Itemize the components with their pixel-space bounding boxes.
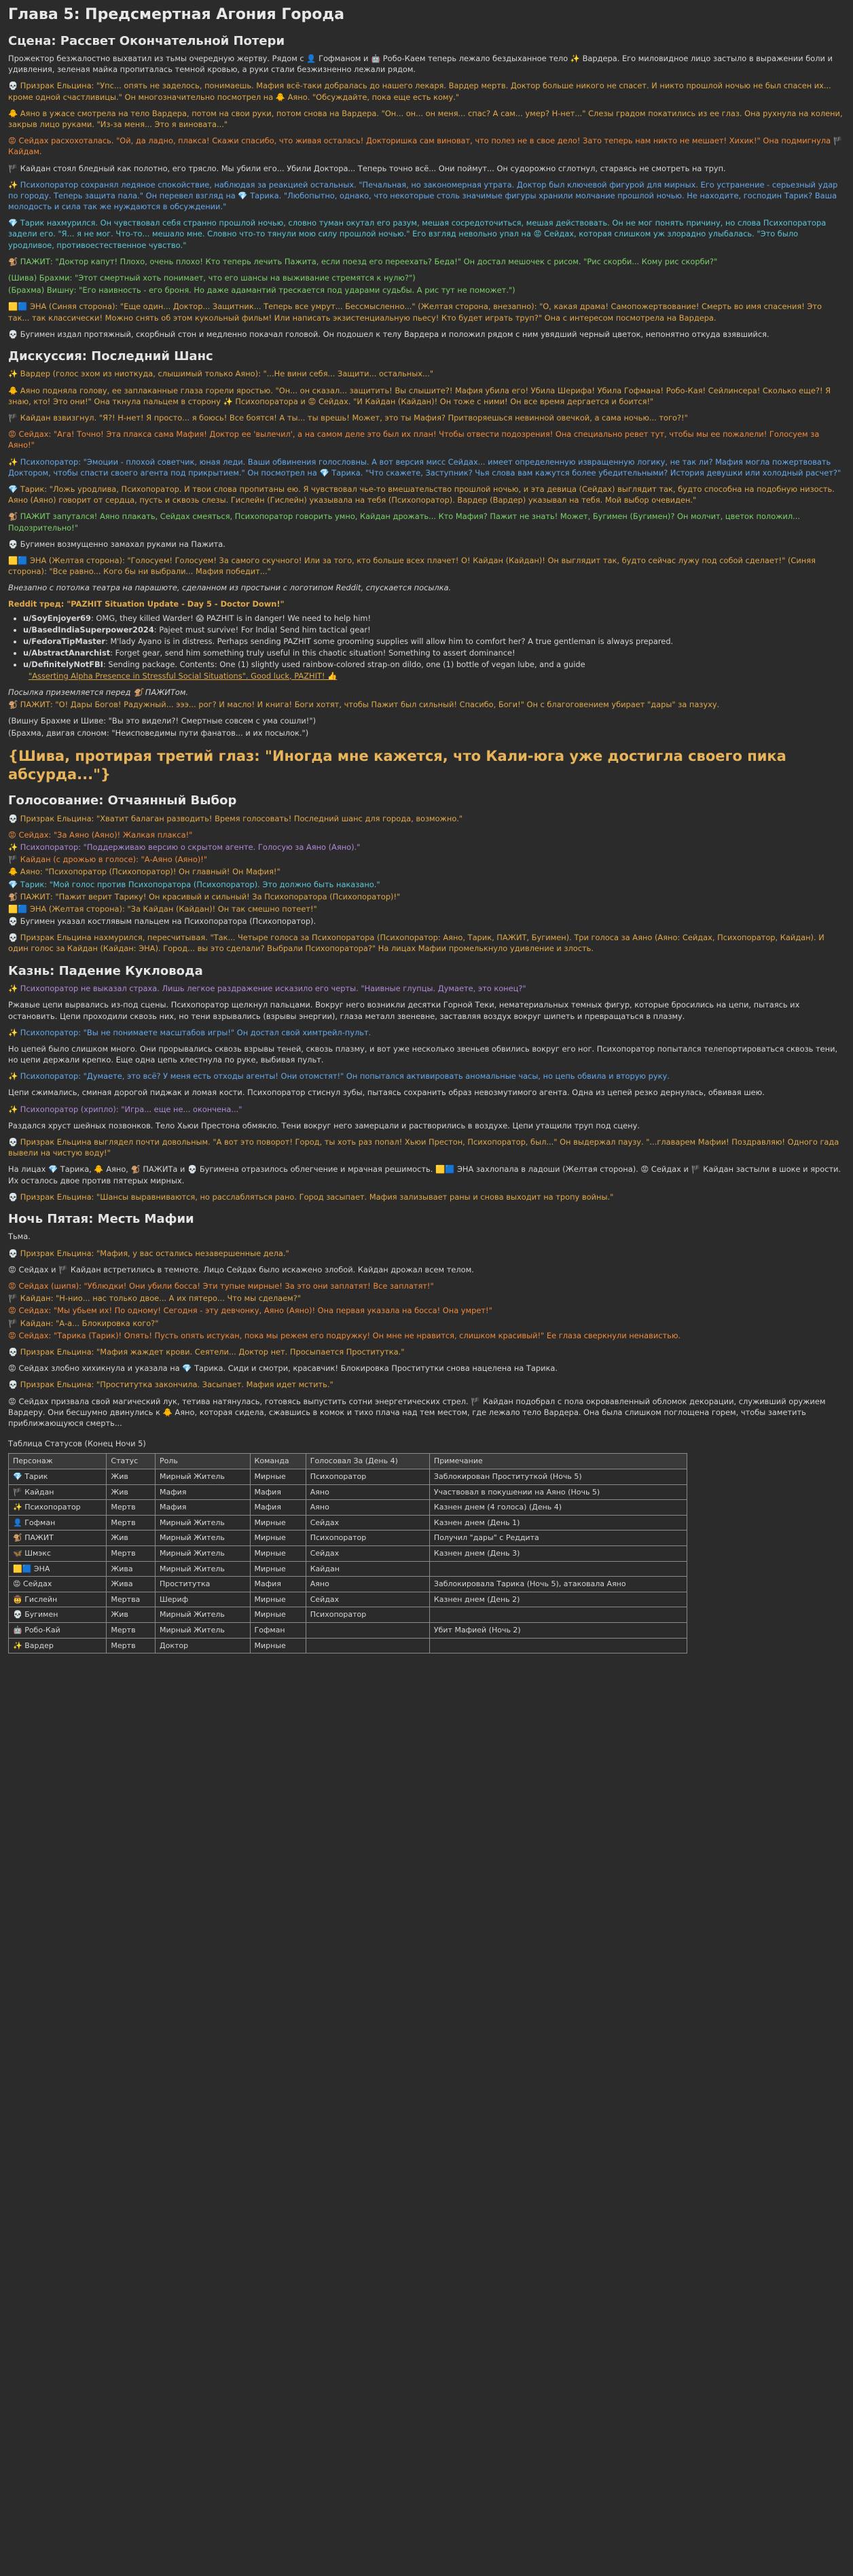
- table-cell: Мирный Житель: [156, 1607, 251, 1623]
- table-cell: Жива: [107, 1561, 156, 1577]
- table-cell: Мирные: [250, 1545, 306, 1561]
- table-cell: ✨ Психопоратор: [9, 1500, 107, 1516]
- section-title-discussion: Дискуссия: Последний Шанс: [8, 348, 213, 363]
- paragraph: 🐥 Аяно подняла голову, ее заплаканные глаза горели яростью. "Он... он сказал... защитить! Вы слышите?! Мафия убила его! Убила Шерифа! Убила Гофмана! Робо-Кая! Сейлинсера! Сколько еще?! Я знаю, кто! Это они!" Она ткнула пальцем в сторону ✨ Психопоратора и 😡 Сейдах. "И Кайдан (Кайдан)! Он тоже с ними! Он все время дергается и боится!": [8, 385, 831, 406]
- paragraph: На лицах 💎 Тарика, 🐥 Аяно, 🐒 ПАЖИТа и 💀 Бугимена отразилось облегчение и мрачная решимость. 🟨🟦 ЭНА захлопала в ладоши (Желтая сторона). 😡 Сейдах и 🏴 Кайдан застыли в шоке и ярости. Их осталось двое против пятерых мирных.: [8, 1164, 841, 1185]
- paragraph: Цепи сжимались, сминая дорогой пиджак и ломая кости. Психопоратор стиснул зубы, пытаясь сохранить образ невозмутимого агента. Одна из цепей резко дернулась, обвивая шею.: [8, 1088, 765, 1098]
- paragraph: 🐥 Аяно: "Психопоратор (Психопоратор)! Он главный! Он Мафия!": [8, 867, 280, 877]
- table-cell: Психопоратор: [306, 1607, 429, 1623]
- table-row: [9, 1500, 687, 1516]
- table-cell: [429, 1607, 687, 1623]
- table-cell: Жив: [107, 1531, 156, 1546]
- table-cell: Аяно: [306, 1577, 429, 1592]
- table-cell: Мирные: [250, 1561, 306, 1577]
- table-cell: Кайдан: [306, 1561, 429, 1577]
- table-cell: 😡 Сейдах: [9, 1577, 107, 1592]
- paragraph: 🟨🟦 ЭНА (Желтая сторона): "Голосуем! Голосуем! За самого скучного! Или за того, кто больше всех плачет! О! Кайдан (Кайдан)! Он выглядит так, будто сейчас лужу под собой сделает!" (Синяя сторона): "Все равно... Кого бы ни выбрали... Мафия победит...": [8, 555, 816, 577]
- paragraph: 😡 Сейдах и 🏴 Кайдан встретились в темноте. Лицо Сейдах было искажено злобой. Кайдан дрожал всем телом.: [8, 1264, 474, 1274]
- table-cell: Мирный Житель: [156, 1469, 251, 1484]
- paragraph: Но цепей было слишком много. Они прорывались сквозь взрывы теней, сквозь плазму, и вот уже несколько звеньев обвились вокруг его ног. Психопоратор попытался телепортироваться сквозь тени, но цепи держали крепко. Еще одна цепь хлестнула по руке, выбивая пульт.: [8, 1043, 838, 1065]
- table-cell: Мафия: [250, 1500, 306, 1516]
- paragraph: (Вишну Брахме и Шиве: "Вы это видели?! Смертные совсем с ума сошли!"): [8, 716, 316, 726]
- paragraph: 🐥 Аяно в ужасе смотрела на тело Вардера, потом на свои руки, потом снова на Вардера. "Он... он... он меня... спас? А сам... умер? Н-нет..." Слезы градом покатились из ее глаз. Она рухнула на колени, закрыв лицо руками. "Из-за меня... Это я виновата...": [8, 108, 843, 129]
- table-row: [9, 1607, 687, 1623]
- paragraph: 💀 Призрак Ельцина: "Мафия, у вас остались незавершенные дела.": [8, 1248, 289, 1258]
- table-cell: 👤 Гофман: [9, 1515, 107, 1531]
- paragraph: Посылка приземляется перед 🐒 ПАЖИТом.: [8, 687, 189, 697]
- paragraph: 💀 Бугимен возмущенно замахал руками на Пажита.: [8, 539, 225, 549]
- paragraph: 💀 Призрак Ельцина выглядел почти довольным. "А вот это поворот! Город, ты хоть раз попал! Хьюи Престон, Психопоратор, был..." Он выдержал паузу. "...главарем Мафии! Поздравляю! Одного гада вывели на чистую воду!": [8, 1137, 839, 1158]
- table-row: [9, 1577, 687, 1592]
- paragraph: ✨ Психопоратор: "Поддерживаю версию о скрытом агенте. Голосую за Аяно (Аяно).": [8, 842, 361, 852]
- table-cell: Мертв: [107, 1500, 156, 1516]
- table-cell: 🤖 Робо-Кай: [9, 1622, 107, 1638]
- paragraph: 🐒 ПАЖИТ: "О! Дары Богов! Радужный... эээ... рог? И масло! И книга! Боги хотят, чтобы Пажит был сильный! Спасибо, Боги!" Он с благоговением убирает "дары" за пазуху.: [8, 699, 720, 709]
- table-cell: Проститутка: [156, 1577, 251, 1592]
- paragraph: 😡 Сейдах: "Мы убьем их! По одному! Сегодня - эту девчонку, Аяно (Аяно)! Она первая указала на босса! Она умрет!": [8, 1306, 492, 1316]
- table-cell: ✨ Вардер: [9, 1638, 107, 1653]
- table-cell: [306, 1622, 429, 1638]
- table-cell: Получил "дары" с Реддита: [429, 1531, 687, 1546]
- table-caption: Таблица Статусов (Конец Ночи 5): [8, 1439, 146, 1449]
- paragraph: 😡 Сейдах: "Ага! Точно! Эта плакса сама Мафия! Доктор ее 'вылечил', а на самом деле это был их план! Чтобы отвести подозрения! Она специально ревет тут, чтобы мы ее пожалели! Голосуем за Аяно!": [8, 429, 820, 450]
- paragraph: 😡 Сейдах злобно хихикнула и указала на 💎 Тарика. Сиди и смотри, красавчик! Блокировка Проститутки снова нацелена на Тарика.: [8, 1363, 558, 1374]
- paragraph: 🏴 Кайдан: "А-а... Блокировка кого?": [8, 1318, 159, 1328]
- paragraph: 🏴 Кайдан стоял бледный как полотно, его трясло. Мы убили его... Убили Доктора... Теперь точно всё... Они поймут... Он судорожно сглотнул, стараясь не смотреть на труп.: [8, 163, 726, 173]
- table-cell: Психопоратор: [306, 1531, 429, 1546]
- table-cell: Мертв: [107, 1545, 156, 1561]
- table-cell: Сейдах: [306, 1515, 429, 1531]
- paragraph: ✨ Психопоратор: "Вы не понимаете масштабов игры!" Он достал свой химтрейл-пульт.: [8, 1027, 371, 1037]
- paragraph: 😡 Сейдах: "За Аяно (Аяно)! Жалкая плакса!": [8, 829, 193, 840]
- table-cell: Мертв: [107, 1638, 156, 1653]
- paragraph: 💀 Призрак Ельцина: "Проститутка закончила. Засыпает. Мафия идет мстить.": [8, 1380, 333, 1390]
- table-cell: Казнен днем (День 2): [429, 1592, 687, 1607]
- table-cell: Мафия: [250, 1484, 306, 1500]
- paragraph: Прожектор безжалостно выхватил из тьмы очередную жертву. Рядом с 👤 Гофманом и 🤖 Робо-Каем теперь лежало бездыханное тело ✨ Вардера. Его миловидное лицо застыло в выражении боли и удивления, зеленая майка пропиталась темной кровью, а руки стали безжизненно лежали рядом.: [8, 54, 833, 75]
- reddit-comments: [23, 613, 845, 681]
- paragraph: 🏴 Кайдан: "Н-нио... нас только двое... А их пятеро... Что мы сделаем?": [8, 1293, 302, 1304]
- paragraph: ✨ Психопоратор (хрипло): "Игра... еще не... окончена...": [8, 1104, 242, 1114]
- paragraph: 💎 Тарик нахмурился. Он чувствовал себя странно прошлой ночью, словно туман окутал его разум, мешая сосредоточиться, мешая действовать. Он не мог понять причину, но слова Психопоратора задели его. "Я... я не мог. Что-то... мешало мне. Словно что-то тянули мою силу прошлой ночью." Его взгляд невольно упал на 😡 Сейдах, которая слишком уж злорадно улыбалась. "Это было уродливое, противоестественное чувство.": [8, 218, 827, 250]
- paragraph: 💎 Тарик: "Ложь уродлива, Психопоратор. И твои слова пропитаны ею. Я чувствовал чье-то вмешательство прошлой ночью, и эта девица (Сейдах) выглядит так, будто способна на подобную низость. Аяно (Аяно) говорит от сердца, пусть и сквозь слезы. Гислейн (Гислейн) указывала на тебя (Психопоратор). Вардер (Вардер) указывал на тебя. Мой выбор очевиден.": [8, 484, 835, 505]
- table-row: [9, 1484, 687, 1500]
- list-item: • u/DefinitelyNotFBI: Sending package. Contents: One (1) slightly used rainbow-colored strap-on dildo, one (1) bottle of vegan lube, and a guide "Asserting Alpha Presence in Stressful Social Situations". Good luck, PAZHIT! 👍: [23, 659, 845, 681]
- list-item: • u/SoyEnjoyer69: OMG, they killed Warder! 😱 PAZHIT is in danger! We need to help him!: [23, 613, 845, 624]
- paragraph: (Брахма) Вишну: "Его наивность - его броня. Но даже адамантий трескается под ударами судьбы. А рис тут не поможет."): [8, 285, 515, 296]
- column-header: Статус: [107, 1454, 156, 1469]
- paragraph: 💀 Призрак Ельцина нахмурился, пересчитывая. "Так... Четыре голоса за Психопоратора (Психопоратор: Аяно, Тарик, ПАЖИТ, Бугимен). Три голоса за Аяно (Аяно: Сейдах, Психопоратор, Кайдан). И один голос за Кайдан (Кайдан: ЭНА). Город... вы это сделали? Выбрали Психопоратора?" На лицах Мафии промелькнуло удивление и злость.: [8, 933, 824, 954]
- table-row: [9, 1515, 687, 1531]
- table-cell: [306, 1638, 429, 1653]
- table-cell: Мирные: [250, 1469, 306, 1484]
- table-cell: Мафия: [156, 1500, 251, 1516]
- table-cell: Мафия: [156, 1484, 251, 1500]
- section-title-scene: Сцена: Рассвет Окончательной Потери: [8, 33, 285, 48]
- table-cell: Шериф: [156, 1592, 251, 1607]
- table-cell: Мертва: [107, 1592, 156, 1607]
- table-cell: Казнен днем (День 1): [429, 1515, 687, 1531]
- paragraph: 🟨🟦 ЭНА (Желтая сторона): "За Кайдан (Кайдан)! Он так смешно потеет!": [8, 904, 317, 914]
- status-table: [8, 1453, 687, 1653]
- table-cell: 💀 Бугимен: [9, 1607, 107, 1623]
- paragraph: Раздался хруст шейных позвонков. Тело Хьюи Престона обмякло. Тени вокруг него замерцали и растворились в воздухе. Цепи утащили труп под сцену.: [8, 1120, 640, 1130]
- reddit-thread-title: Reddit тред: "PAZHIT Situation Update - Day 5 - Doctor Down!": [8, 599, 285, 609]
- reddit-user: u/AbstractAnarchist: [23, 648, 111, 658]
- reddit-user: u/SoyEnjoyer69: [23, 613, 91, 623]
- paragraph: (Брахма, двигая слоном: "Неисповедимы пути фанатов... и их посылок."): [8, 728, 309, 738]
- table-cell: Мирные: [250, 1638, 306, 1653]
- section-discussion: [8, 368, 845, 577]
- paragraph: 🐒 ПАЖИТ запутался! Аяно плакать, Сейдах смеяться, Психопоратор говорить умно, Кайдан дрожать... Кто Мафия? Пажит не знать! Может, Бугимен (Бугимен)? Он молчит, цветок положил... Подозрительно!": [8, 512, 800, 533]
- table-row: [9, 1561, 687, 1577]
- table-row: [9, 1545, 687, 1561]
- shiva-quote: {Шива, протирая третий глаз: "Иногда мне кажется, что Кали-юга уже достигла своего пика абсурда..."}: [8, 747, 786, 783]
- reddit-user: u/FedoraTipMaster: [23, 637, 106, 646]
- table-cell: 🟨🟦 ЭНА: [9, 1561, 107, 1577]
- section-night: [8, 1231, 845, 1429]
- table-cell: Мирный Житель: [156, 1622, 251, 1638]
- table-cell: [429, 1561, 687, 1577]
- table-cell: Мирные: [250, 1592, 306, 1607]
- table-cell: 🏴 Кайдан: [9, 1484, 107, 1500]
- table-cell: Психопоратор: [306, 1469, 429, 1484]
- column-header: Роль: [156, 1454, 251, 1469]
- table-cell: Жив: [107, 1484, 156, 1500]
- reddit-intro: Внезапно с потолка театра на парашюте, сделанном из простыни с логотипом Reddit, спускается посылка.: [8, 583, 452, 593]
- paragraph: 😡 Сейдах призвала свой магический лук, тетива натянулась, готовясь выпустить сотни энергетических стрел. 🏴 Кайдан подобрал с пола окровавленный обломок декорации, служивший оружием Вардеру. Они бесшумно двинулись к 🐥 Аяно, которая сидела, сжавшись в комок и тихо плача над тем местом, где лежало тело Вардера. Она была слишком поглощена горем, чтобы заметить приближающуюся смерть...: [8, 1396, 826, 1428]
- table-cell: [429, 1638, 687, 1653]
- table-cell: Мирный Житель: [156, 1531, 251, 1546]
- table-cell: 💎 Тарик: [9, 1469, 107, 1484]
- paragraph: 🏴 Кайдан (с дрожью в голосе): "А-Аяно (Аяно)!": [8, 855, 208, 865]
- paragraph: 💀 Бугимен указал костлявым пальцем на Психопоратора (Психопоратор).: [8, 916, 316, 927]
- paragraph: 🐒 ПАЖИТ: "Пажит верит Тарику! Он красивый и сильный! За Психопоратора (Психопоратор)!": [8, 891, 401, 901]
- table-cell: Мирный Житель: [156, 1545, 251, 1561]
- table-cell: Мирные: [250, 1607, 306, 1623]
- list-item: • u/AbstractAnarchist: Forget gear, send him something truly useful in this chaotic situation! Something to assert dominance!: [23, 647, 845, 658]
- table-cell: Мирный Житель: [156, 1561, 251, 1577]
- table-cell: Мирные: [250, 1531, 306, 1546]
- reddit-user: u/BasedIndiaSuperpower2024: [23, 624, 154, 634]
- chapter-title: Глава 5: Предсмертная Агония Города: [8, 6, 344, 23]
- list-item: • u/BasedIndiaSuperpower2024: Pajeet must survive! For India! Send him tactical gear!: [23, 624, 845, 635]
- table-cell: Мирные: [250, 1515, 306, 1531]
- table-cell: 🐒 ПАЖИТ: [9, 1531, 107, 1546]
- paragraph: 🏴 Кайдан взвизгнул. "Я?! Н-нет! Я просто... я боюсь! Все боятся! А ты... ты врешь! Может, это ты Мафия? Притворяешься невинной овечкой, а сама ночью... того?!": [8, 413, 688, 423]
- paragraph: ✨ Психопоратор: "Думаете, это всё? У меня есть отходы агенты! Они отомстят!" Он попытался активировать аномальные часы, но цепь обвила и вторую руку.: [8, 1071, 670, 1081]
- table-cell: Заблокирован Проституткой (Ночь 5): [429, 1469, 687, 1484]
- table-cell: Сейдах: [306, 1592, 429, 1607]
- table-cell: Заблокировала Тарика (Ночь 5), атаковала Аяно: [429, 1577, 687, 1592]
- table-row: [9, 1638, 687, 1653]
- table-cell: Жива: [107, 1577, 156, 1592]
- paragraph: 😡 Сейдах: "Тарика (Тарик)! Опять! Пусть опять истукан, пока мы режем его подружку! Он мне не нравится, слишком красивый!" Ее глаза сверкнули ненавистью.: [8, 1330, 681, 1340]
- paragraph: 🟨🟦 ЭНА (Синяя сторона): "Еще один... Доктор... Защитник... Теперь все умрут... Бессмысленно..." (Желтая сторона, внезапно): "О, какая драма! Самопожертвование! Смерть во имя спасения! Это так... так классически! Можно снять об этом кукольный фильм! Или написать экзистенциальную пьесу! Кто будет играть труп?" Она с интересом посмотрела на Вардера.: [8, 302, 822, 323]
- table-row: [9, 1622, 687, 1638]
- paragraph: ✨ Психопоратор не выказал страха. Лишь легкое раздражение исказило его черты. "Наивные глупцы. Думаете, это конец?": [8, 984, 526, 994]
- paragraph: Ржавые цепи вырвались из-под сцены. Психопоратор щелкнул пальцами. Вокруг него возникли десятки Горной Теки, нематериальных темных фигур, которые бросились на цепи, пытаясь их остановить. Цепи проходили сквозь них, но тени взрывались (взрывы энергии), глаза металл звеневне, заставляя воздух вокруг шипеть и превращаться в плазму.: [8, 1000, 800, 1021]
- section-title-execution: Казнь: Падение Кукловода: [8, 963, 203, 978]
- table-cell: Сейдах: [306, 1545, 429, 1561]
- table-row: [9, 1592, 687, 1607]
- table-cell: Казнен днем (День 3): [429, 1545, 687, 1561]
- section-title-vote: Голосование: Отчаянный Выбор: [8, 793, 237, 808]
- table-cell: Казнен днем (4 голоса) (День 4): [429, 1500, 687, 1516]
- table-cell: Убит Мафией (Ночь 2): [429, 1622, 687, 1638]
- status-table-body: [9, 1469, 687, 1653]
- table-cell: Аяно: [306, 1484, 429, 1500]
- section-execution: [8, 983, 845, 1202]
- paragraph: ✨ Вардер (голос эхом из ниоткуда, слышимый только Аяно): "...Не вини себя... Защити... остальных...": [8, 369, 434, 379]
- paragraph: 💀 Призрак Ельцина: "Шансы выравниваются, но расслабляться рано. Город засыпает. Мафия зализывает раны и снова выходит на тропу войны.": [8, 1192, 614, 1202]
- table-cell: Гофман: [250, 1622, 306, 1638]
- table-cell: Доктор: [156, 1638, 251, 1653]
- paragraph: 💀 Призрак Ельцина: "Упс... опять не заделось, понимаешь. Мафия всё-таки добралась до нашего лекаря. Вардер мертв. Доктор больше никого не спасет. И никто прошлой ночью не был спасен их... кроме одной счастливицы." Он многозначительно посмотрел на 🐥 Аяно. "Обсуждайте, пока еще есть кому.": [8, 81, 831, 102]
- table-cell: Мертв: [107, 1622, 156, 1638]
- table-cell: Участвовал в покушении на Аяно (Ночь 5): [429, 1484, 687, 1500]
- section-vote: [8, 813, 845, 954]
- paragraph: 💎 Тарик: "Мой голос против Психопоратора (Психопоратор). Это должно быть наказано.": [8, 879, 380, 889]
- paragraph: 💀 Бугимен издал протяжный, скорбный стон и медленно покачал головой. Он подошел к телу Вардера и положил рядом с ним увядший черный цветок, непонятно откуда взявшийся.: [8, 329, 769, 339]
- paragraph: 🐒 ПАЖИТ: "Доктор капут! Плохо, очень плохо! Кто теперь лечить Пажита, если поезд его переехать? Беда!" Он достал мешочек с рисом. "Рис скорби... Кому рис скорби?": [8, 256, 718, 266]
- column-header: Персонаж: [9, 1454, 107, 1469]
- table-row: [9, 1531, 687, 1546]
- paragraph: ✨ Психопоратор сохранял ледяное спокойствие, наблюдая за реакцией остальных. "Печальная, но закономерная утрата. Доктор был ключевой фигурой для мирных. Его устранение - серьезный удар по городу. Теперь защита пала." Он перевел взгляд на 💎 Тарика. "Любопытно, однако, что некоторые столь значимые фигуры хранили молчание прошлой ночью. Не находите, господин Тарик? Ваша молодость и сила так же нуждаются в обсуждении.": [8, 179, 838, 212]
- table-cell: Мафия: [250, 1577, 306, 1592]
- table-header-row: [9, 1454, 687, 1469]
- paragraph: ✨ Психопоратор: "Эмоции - плохой советчик, юная леди. Ваши обвинения голословны. А вот версия мисс Сейдах... имеет определенную извращенную логику, не так ли? Мафия могла пожертвовать Доктором, чтобы спасти своего агента под прикрытием." Он посмотрел на 💎 Тарика. "Что скажете, Заступник? Чья слова вам кажутся более убедительными? История девушки или холодный расчет?": [8, 457, 841, 478]
- column-header: Голосовал За (День 4): [306, 1454, 429, 1469]
- column-header: Примечание: [429, 1454, 687, 1469]
- table-cell: 🤠 Гислейн: [9, 1592, 107, 1607]
- reddit-user: u/DefinitelyNotFBI: [23, 660, 103, 670]
- table-cell: Жив: [107, 1469, 156, 1484]
- paragraph: Тьма.: [8, 1232, 31, 1242]
- paragraph: 😡 Сейдах расхохоталась. "Ой, да ладно, плакса! Скажи спасибо, что живая осталась! Докторишка сам виноват, что полез не в свое дело! Зато теперь нам никто не мешает! Хихик!" Она подмигнула 🏴 Кайдам.: [8, 136, 843, 157]
- table-cell: Аяно: [306, 1500, 429, 1516]
- section-scene: [8, 53, 845, 340]
- reddit-guide-link[interactable]: "Asserting Alpha Presence in Stressful Social Situations". Good luck, PAZHIT! 👍: [29, 670, 338, 681]
- table-cell: Мертв: [107, 1515, 156, 1531]
- paragraph: 💀 Призрак Ельцина: "Мафия жаждет крови. Сеятели... Доктор нет. Просыпается Проститутка.": [8, 1346, 405, 1357]
- paragraph: (Шива) Брахми: "Этот смертный хоть понимает, что его шансы на выживание стремятся к нулю?"): [8, 273, 416, 283]
- table-cell: 🦋 Шмэкс: [9, 1545, 107, 1561]
- table-cell: Мирный Житель: [156, 1515, 251, 1531]
- column-header: Команда: [250, 1454, 306, 1469]
- table-row: [9, 1469, 687, 1484]
- paragraph: 😡 Сейдах (шипя): "Ублюдки! Они убили босса! Эти тупые мирные! За это они заплатят! Все заплатят!": [8, 1281, 434, 1291]
- list-item: • u/FedoraTipMaster: M'lady Ayano is in distress. Perhaps sending PAZHIT some grooming supplies will allow him to comfort her? A true gentleman is always prepared.: [23, 636, 845, 647]
- section-title-night: Ночь Пятая: Месть Мафии: [8, 1211, 194, 1226]
- table-cell: Жив: [107, 1607, 156, 1623]
- paragraph: 💀 Призрак Ельцина: "Хватит балаган разводить! Время голосовать! Последний шанс для города, возможно.": [8, 813, 463, 823]
